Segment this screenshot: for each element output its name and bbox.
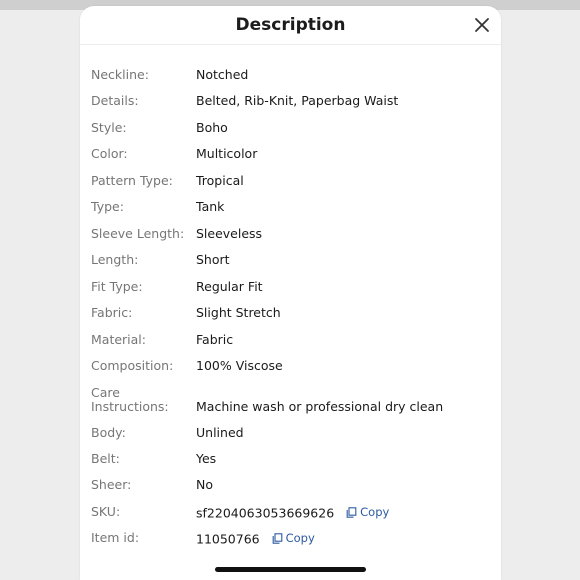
attribute-value: Slight Stretch <box>196 305 281 320</box>
attribute-label: Color: <box>91 146 128 161</box>
attribute-label: Composition: <box>91 358 174 373</box>
attribute-value: Belted, Rib-Knit, Paperbag Waist <box>196 93 399 108</box>
close-icon[interactable] <box>473 16 491 34</box>
attribute-value: Tank <box>196 199 225 214</box>
copy-sku-button[interactable] <box>346 505 389 519</box>
attribute-value: Unlined <box>196 425 244 440</box>
copy-label: Copy <box>285 531 315 545</box>
attribute-label: Neckline: <box>91 67 149 82</box>
item-id-value: 11050766 <box>196 531 260 547</box>
attribute-label: Belt: <box>91 451 120 466</box>
attribute-label: Care Instructions: <box>91 385 169 414</box>
attribute-value: Yes <box>196 451 217 466</box>
attribute-value: Sleeveless <box>196 226 263 241</box>
copy-icon <box>346 507 357 518</box>
attribute-value <box>196 505 389 521</box>
attribute-label: Body: <box>91 425 126 440</box>
attribute-label: Sheer: <box>91 477 132 492</box>
sheet-title: Description <box>235 15 346 35</box>
copy-item-id-button[interactable] <box>272 531 315 545</box>
attribute-value: Short <box>196 252 230 267</box>
attribute-value: Regular Fit <box>196 279 263 294</box>
attribute-label: Details: <box>91 93 139 108</box>
attribute-label: Type: <box>91 199 124 214</box>
attribute-label: Sleeve Length: <box>91 226 185 241</box>
attribute-value: Tropical <box>196 173 244 188</box>
attribute-label: Fit Type: <box>91 279 143 294</box>
attribute-value: Fabric <box>196 332 234 347</box>
attribute-label: Material: <box>91 332 146 347</box>
attribute-label: Length: <box>91 252 139 267</box>
attribute-label: Pattern Type: <box>91 173 173 188</box>
attribute-label: Fabric: <box>91 305 133 320</box>
sku-value: sf2204063053669626 <box>196 505 335 521</box>
home-indicator <box>215 567 366 572</box>
description-sheet <box>80 6 501 580</box>
attribute-value: Machine wash or professional dry clean <box>196 399 444 414</box>
copy-icon <box>272 533 283 544</box>
attribute-label: Style: <box>91 120 127 135</box>
attribute-value <box>196 531 315 547</box>
sheet-header <box>80 6 501 45</box>
attribute-value: No <box>196 477 213 492</box>
attribute-value: 100% Viscose <box>196 358 283 373</box>
attribute-value: Multicolor <box>196 146 258 161</box>
attribute-label: Item id: <box>91 530 140 545</box>
attribute-label: SKU: <box>91 504 121 519</box>
attribute-value: Boho <box>196 120 228 135</box>
copy-label: Copy <box>360 505 390 519</box>
attribute-value: Notched <box>196 67 249 82</box>
